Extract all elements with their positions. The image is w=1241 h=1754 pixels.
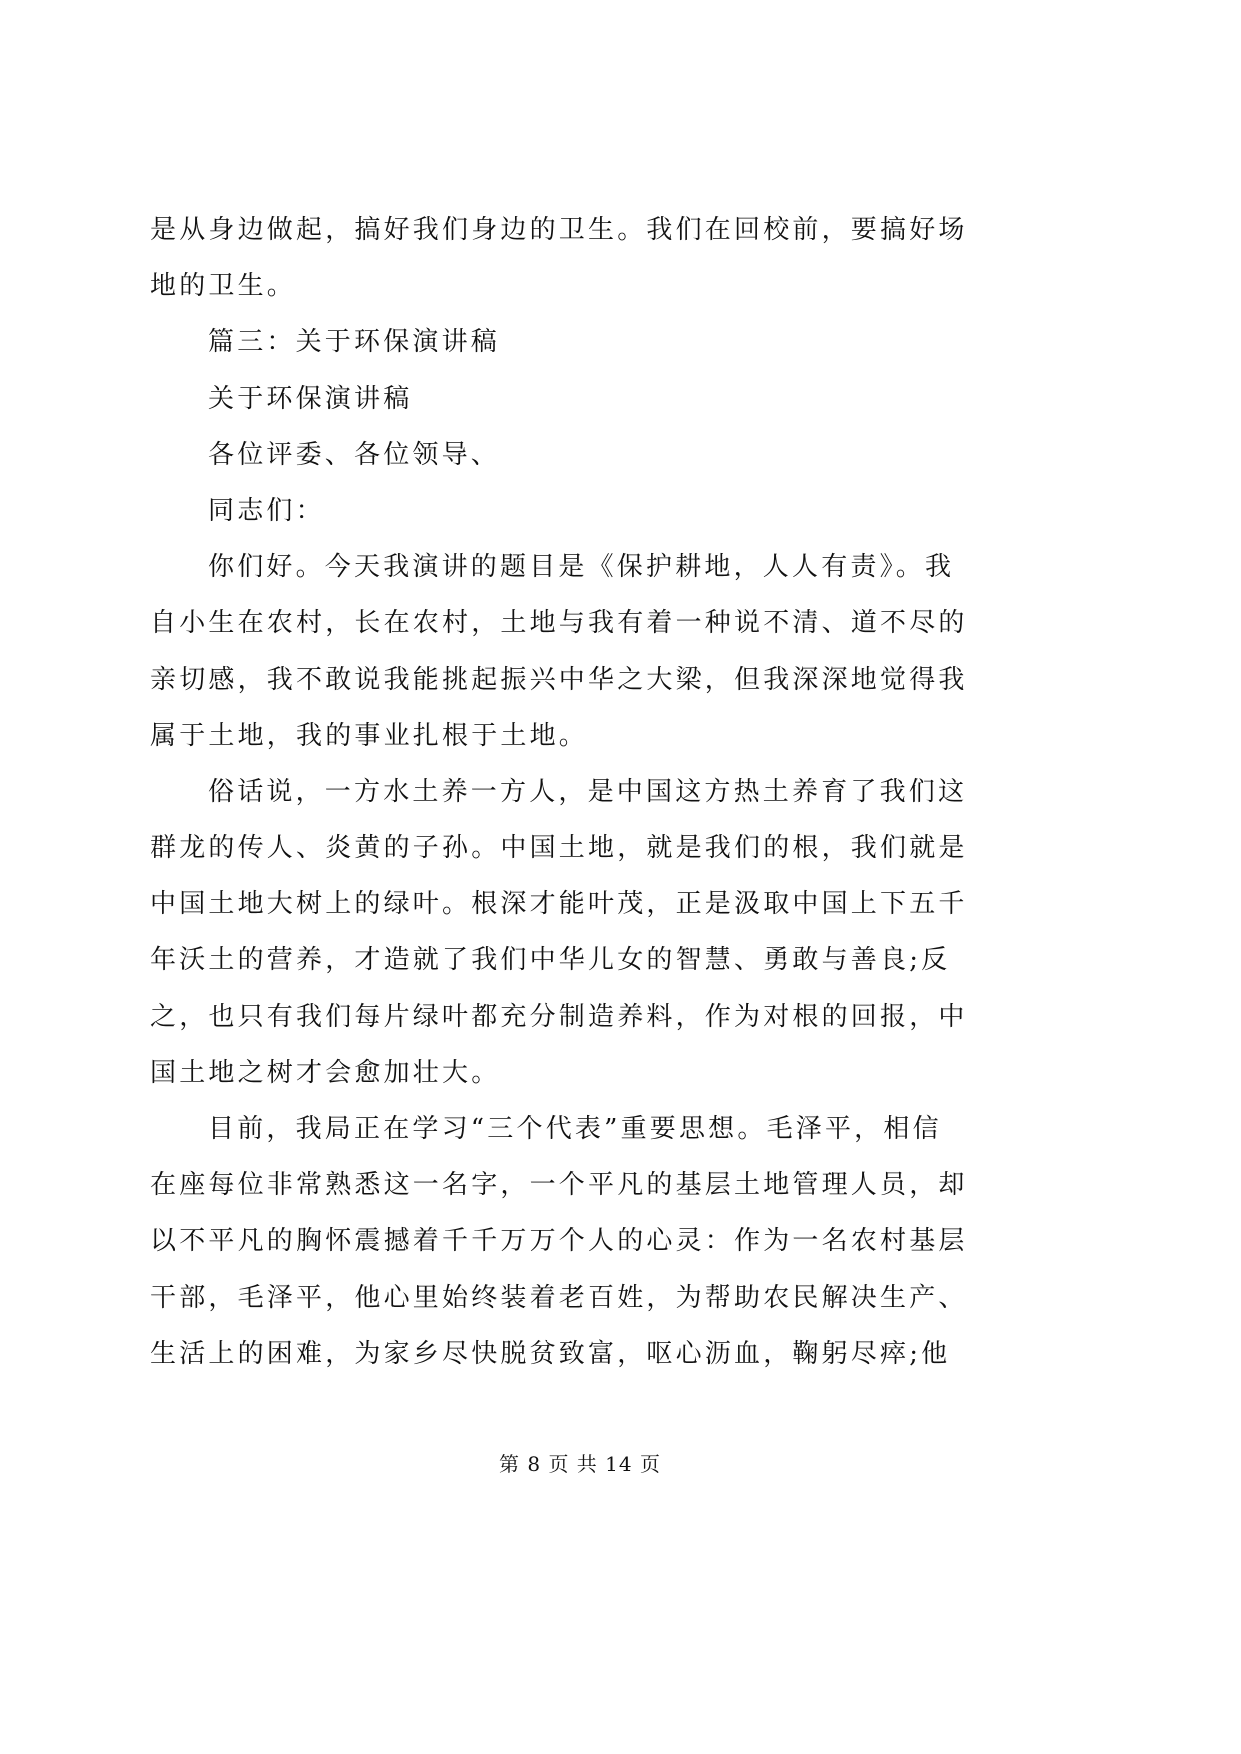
text-line: 生活上的困难，为家乡尽快脱贫致富，呕心沥血，鞠躬尽瘁;他 [150,1338,951,1369]
text-line: 是从身边做起，搞好我们身边的卫生。我们在回校前，要搞好场 [150,215,968,245]
text-line: 俗话说，一方水土养一方人，是中国这方热土养育了我们这 [208,776,968,807]
text-line: 中国土地大树上的绿叶。根深才能叶茂，正是汲取中国上下五千 [150,889,968,920]
body-text [150,202,980,1382]
text-line: 在座每位非常熟悉这一名字，一个平凡的基层土地管理人员，却 [150,1170,968,1201]
text-line: 年沃土的营养，才造就了我们中华儿女的智慧、勇敢与善良;反 [150,945,951,976]
text-line: 篇三：关于环保演讲稿 [208,327,501,358]
text-line: 之，也只有我们每片绿叶都充分制造养料，作为对根的回报，中 [150,1001,968,1032]
text-line: 自小生在农村，长在农村，土地与我有着一种说不清、道不尽的 [150,608,968,639]
text-line: 目前，我局正在学习“三个代表”重要思想。毛泽平，相信 [208,1114,942,1144]
text-line: 国土地之树才会愈加壮大。 [150,1057,501,1088]
text-line: 干部，毛泽平，他心里始终装着老百姓，为帮助农民解决生产、 [150,1282,968,1313]
text-line: 亲切感，我不敢说我能挑起振兴中华之大梁，但我深深地觉得我 [150,664,968,695]
text-line: 你们好。今天我演讲的题目是《保护耕地，人人有责》。我 [208,552,955,583]
text-line: 群龙的传人、炎黄的子孙。中国土地，就是我们的根，我们就是 [150,833,968,864]
text-line: 各位评委、各位领导、 [208,439,501,470]
page-footer: 第 8 页 共 14 页 [499,1452,661,1476]
text-line: 关于环保演讲稿 [208,383,413,414]
text-line: 地的卫生。 [150,271,297,302]
text-line: 同志们： [208,495,325,526]
text-line: 属于土地，我的事业扎根于土地。 [150,720,589,751]
text-line: 以不平凡的胸怀震撼着千千万万个人的心灵：作为一名农村基层 [150,1226,968,1257]
